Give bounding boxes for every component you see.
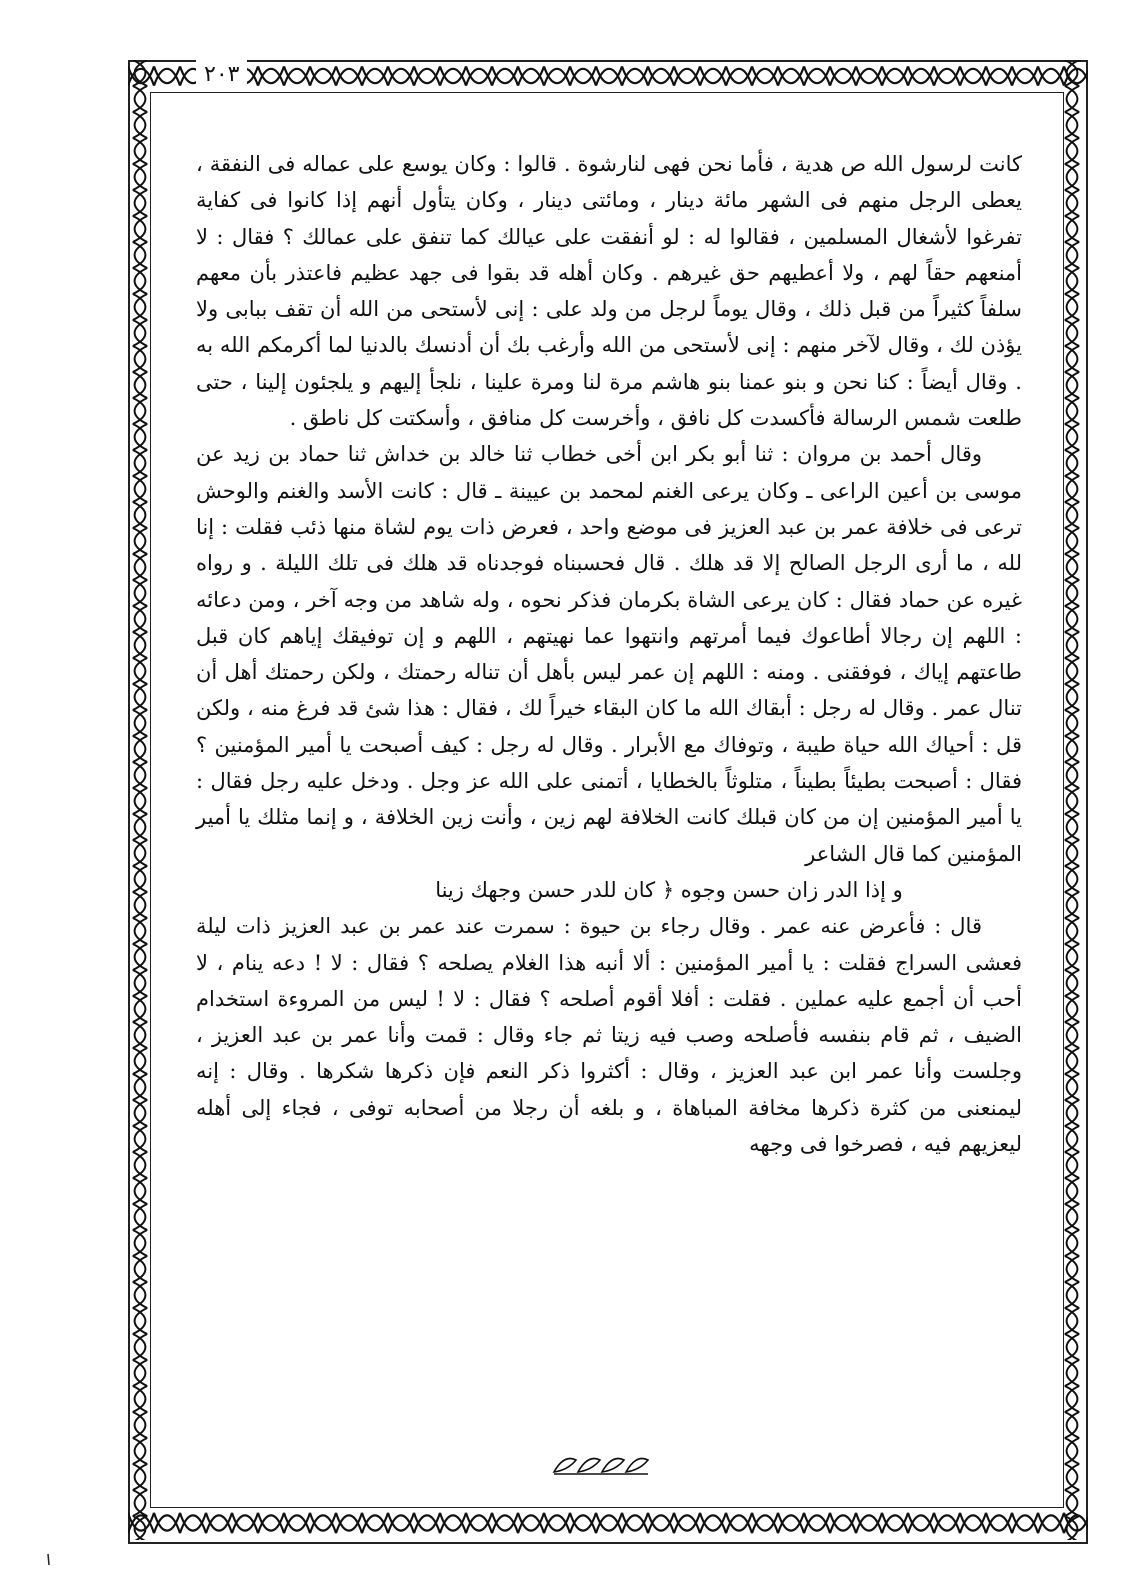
paragraph-3: قال : فأعرض عنه عمر . وقال رجاء بن حيوة : سمرت عند عمر بن عبد العزيز ذات ليلة فعشى السراج فقلت : يا أمير المؤمنين : ألا أنبه هذا الغلام يصلحه ؟ فقال : لا ! دعه ينام ، لا أحب أن أجمع عليه عملين . فقلت : أفلا أقوم أصلحه ؟ فقال : لا ! ليس من المروءة استخدام الضيف ، ثم قام بنفسه فأصلحه وصب فيه زيتا ثم جاء وقال : قمت وأنا عمر بن عبد العزيز ، وجلست وأنا عمر ابن عبد العزيز ، وقال : أكثروا ذكر النعم فإن ذكرها شكرها . وقال : إنه ليمنعنى من كثرة ذكرها مخافة المباهاة ، و بلغه أن رجلا من أصحابه توفى ، فجاء إلى أهله ليعزيهم فيه ، فصرخوا فى وجهه [196, 914, 1022, 1157]
leaf-ornament-icon [550, 1450, 650, 1478]
stray-mark [46, 1552, 54, 1566]
top-ornament-band [128, 60, 1088, 92]
paragraph-2: وقال أحمد بن مروان : ثنا أبو بكر ابن أخى خطاب ثنا خالد بن خداش ثنا حماد بن زيد عن موسى بن أعين الراعى ـ وكان يرعى الغنم لمحمد بن عيينة ـ قال : كانت الأسد والغنم والوحش ترعى فى خلافة عمر بن عبد العزيز فى موضع واحد ، فعرض ذات يوم لشاة منها ذئب فقلت : إنا لله ، ما أرى الرجل الصالح إلا قد هلك . قال فحسبناه فوجدناه قد هلك فى تلك الليلة . و رواه غيره عن حماد فقال : كان يرعى الشاة بكرمان فذكر نحوه ، وله شاهد من وجه آخر ، ومن دعائه : اللهم إن رجالا أطاعوك فيما أمرتهم وانتهوا عما نهيتهم ، اللهم و إن توفيقك إياهم كان قبل طاعتهم إياك ، فوفقنى . ومنه : اللهم إن عمر ليس بأهل أن تناله رحمتك ، ولكن رحمتك أهل أن تنال عمر . وقال له رجل : أبقاك الله ما كان البقاء خيراً لك ، فقال : هذا شئ قد فرغ منه ، ولكن قل : أحياك الله حياة طيبة ، وتوفاك مع الأبرار . وقال له رجل : كيف أصبحت يا أمير المؤمنين ؟ فقال : أصبحت بطيئاً بطيناً ، متلوثاً بالخطايا ، أتمنى على الله عز وجل . ودخل عليه رجل فقال : يا أمير المؤمنين إن من كان قبلك كانت الخلافة لهم زين ، وأنت زين الخلافة ، و إنما مثلك يا أمير المؤمنين كما قال الشاعر [196, 442, 1022, 866]
body-text [196, 146, 1022, 1162]
poetry-verse: و إذا الدر زان حسن وجوه ﴿ كان للدر حسن وجهك زينا [435, 877, 903, 902]
bottom-ornament-band [128, 1506, 1088, 1540]
right-ornament-band [1060, 60, 1084, 1540]
page-number: ٢٠٣ [196, 60, 247, 90]
left-ornament-band [128, 60, 152, 1540]
paragraph-1: كانت لرسول الله ص هدية ، فأما نحن فهى لنارشوة . قالوا : وكان يوسع على عماله فى النفقة ، يعطى الرجل منهم فى الشهر مائة دينار ، ومائتى دينار ، وكان يتأول أنهم إذا كانوا فى كفاية تفرغوا لأشغال المسلمين ، فقالوا له : لو أنفقت على عيالك كما تنفق على عمالك ؟ فقال : لا أمنعهم حقاً لهم ، ولا أعطيهم حق غيرهم . وكان أهله قد بقوا فى جهد عظيم فاعتذر بأن معهم سلفاً كثيراً من قبل ذلك ، وقال يوماً لرجل من ولد على : إنى لأستحى من الله أن تقف ببابى ولا يؤذن لك ، وقال لآخر منهم : إنى لأستحى من الله وأرغب بك أن أدنسك بالدنيا لما أكرمكم الله به . وقال أيضاً : كنا نحن و بنو عمنا بنو هاشم مرة لنا ومرة علينا ، نلجأ إليهم و يلجئون إلينا ، حتى طلعت شمس الرسالة فأكسدت كل نافق ، وأخرست كل منافق ، وأسكتت كل ناطق . [196, 152, 1022, 431]
